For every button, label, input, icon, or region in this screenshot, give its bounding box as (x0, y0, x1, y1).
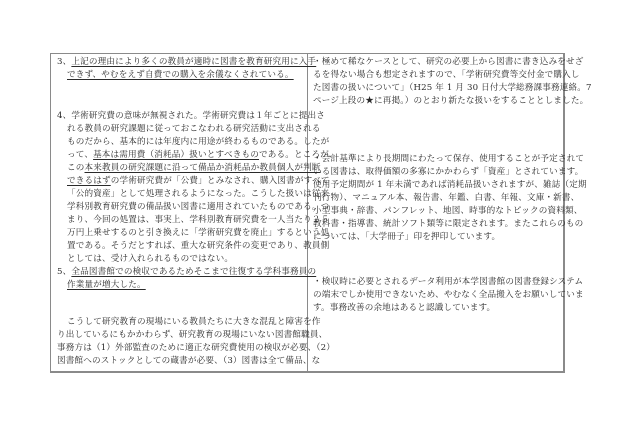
item4-underlined-judgement-1: 本来教員の研究課題に沿って備品か消耗品か教員個人が判断 (84, 163, 321, 173)
closing-line2: り出しているにもかかわらず、研究教育の現場にいない図書館職員、 (57, 330, 328, 340)
item3-line2 (57, 69, 294, 82)
item4-line11: 置である。そうだとすれば、重大な研究条件の変更であり、教員側 (67, 241, 330, 251)
closing-line4: 図書館へのストックとしての蔵書が必要、（3）図書は全て備品、な (57, 356, 321, 366)
item4-underlined-judgement-2: できるはず (67, 176, 111, 186)
item5-line1 (57, 266, 316, 279)
response2-line5: 小型事典・辞書、パンフレット、地図、時事的なトピックの資料類、 (313, 206, 583, 216)
response2-line2: いる図書は、取得価額の多寡にかかわらず「資産」とされています。 (313, 167, 584, 177)
item4-line2: れる教員の研究課題に従っておこなわれる研究活動に支出される (67, 124, 321, 134)
response3-line3: す。事務改善の余地はあると認識しています。 (313, 303, 496, 313)
item4-number: 4、 (57, 111, 72, 121)
item4-text-4b: である。ところが、 (259, 150, 338, 160)
item4-text-1: 学術研究費の意味が無視された。学術研究費は１年ごとに提出さ (71, 111, 325, 121)
item3-line1 (57, 56, 316, 69)
item4-line3: ものだから、基本的には年度内に用途が終わるものである。したが (67, 137, 330, 147)
comparison-table (50, 53, 592, 373)
response2-line3: 使用予定期間が 1 年未満であれば消耗品扱いされますが、雑誌（定期 (313, 180, 587, 190)
item4-text-5a: この (67, 163, 85, 173)
item4-line10: 万円上乗せするのと引き換えに「学術研究費を廃止」するという処 (67, 228, 330, 238)
right-column-responses (308, 54, 592, 371)
item4-line9: まり、今回の処置は、事実上、学科別教育研究費を一人当たり２５ (67, 215, 330, 225)
item4-line8: 学科別教育研究費の備品扱い図書に適用されていたものである。つ (67, 202, 330, 212)
response2-line4: 刊行物）、マニュアル本、報告書、年鑑、白書、年報、文庫・新書、 (313, 193, 580, 203)
left-column-concerns (51, 54, 338, 371)
item4-line7: 「公的資産」として処理されるようになった。こうした扱いは従来 (67, 189, 330, 199)
response2-line1: ・会計基準により長期間にわたって保存、使用することが予定されて (313, 154, 585, 164)
response1-line4: ページ上段の★に再掲。）のとおり新たな扱いをすることとしました。 (313, 96, 589, 106)
item3-number: 3、 (57, 57, 72, 67)
response3-line1: ・検収時に必要とされるデータ利用が本学図書館の図書登録システム (313, 277, 584, 287)
item4-underlined-consumables: 基本は需用費（消耗品）扱いとすべきもの (93, 150, 260, 160)
item5-underlined-text-2: 作業量が増大した。 (67, 280, 146, 290)
item3-underlined-text-1: 上記の理由により多くの教員が適時に図書を教育研究用に入手 (71, 57, 317, 67)
item3-underlined-text-2: できず、やむをえず自費での購入を余儀なくされている。 (67, 70, 294, 80)
response2-line6: 教科書・指導書、統計ソフト類等に限定されます。またこれらのもの (313, 219, 584, 229)
item4-line5 (67, 162, 321, 175)
item4-line6 (67, 175, 330, 188)
item4-line1 (57, 110, 325, 123)
item5-line2 (67, 279, 146, 292)
response1-line2: るを得ない場合も想定されますので、「学術研究費等交付金で購入し (313, 70, 580, 80)
response1-line1: ・極めて稀なケースとして、研究の必要上から図書に書き込みをせざ (313, 57, 584, 67)
item4-line4 (67, 149, 338, 162)
response2-line7: については、「大学冊子」印を押印しています。 (313, 232, 501, 242)
item5-number: 5、 (57, 267, 72, 277)
item5-underlined-text-1: 全品図書館での検収であるためそこまで往復する学科事務員の (71, 267, 317, 277)
closing-line3: 事務方は（1）外部監査のために適正な研究費使用の検収が必要、（2） (57, 343, 335, 353)
response3-line2: の端末でしか使用できないため、やむなく全品搬入をお願いしていま (313, 290, 584, 300)
closing-line1: こうして研究教育の現場にいる教員たちに大きな混乱と障害を作 (67, 317, 321, 327)
response1-line3: た図書の扱いについて」（H25 年 1 月 30 日付大学総務課事務連絡。7 (313, 83, 592, 93)
item4-text-6: の学術研究費が「公費」とみなされ、購入図書がすべて (110, 176, 330, 186)
item4-line12: としては、受け入れられるものではない。 (67, 254, 234, 264)
item4-text-4a: って、 (67, 150, 94, 160)
